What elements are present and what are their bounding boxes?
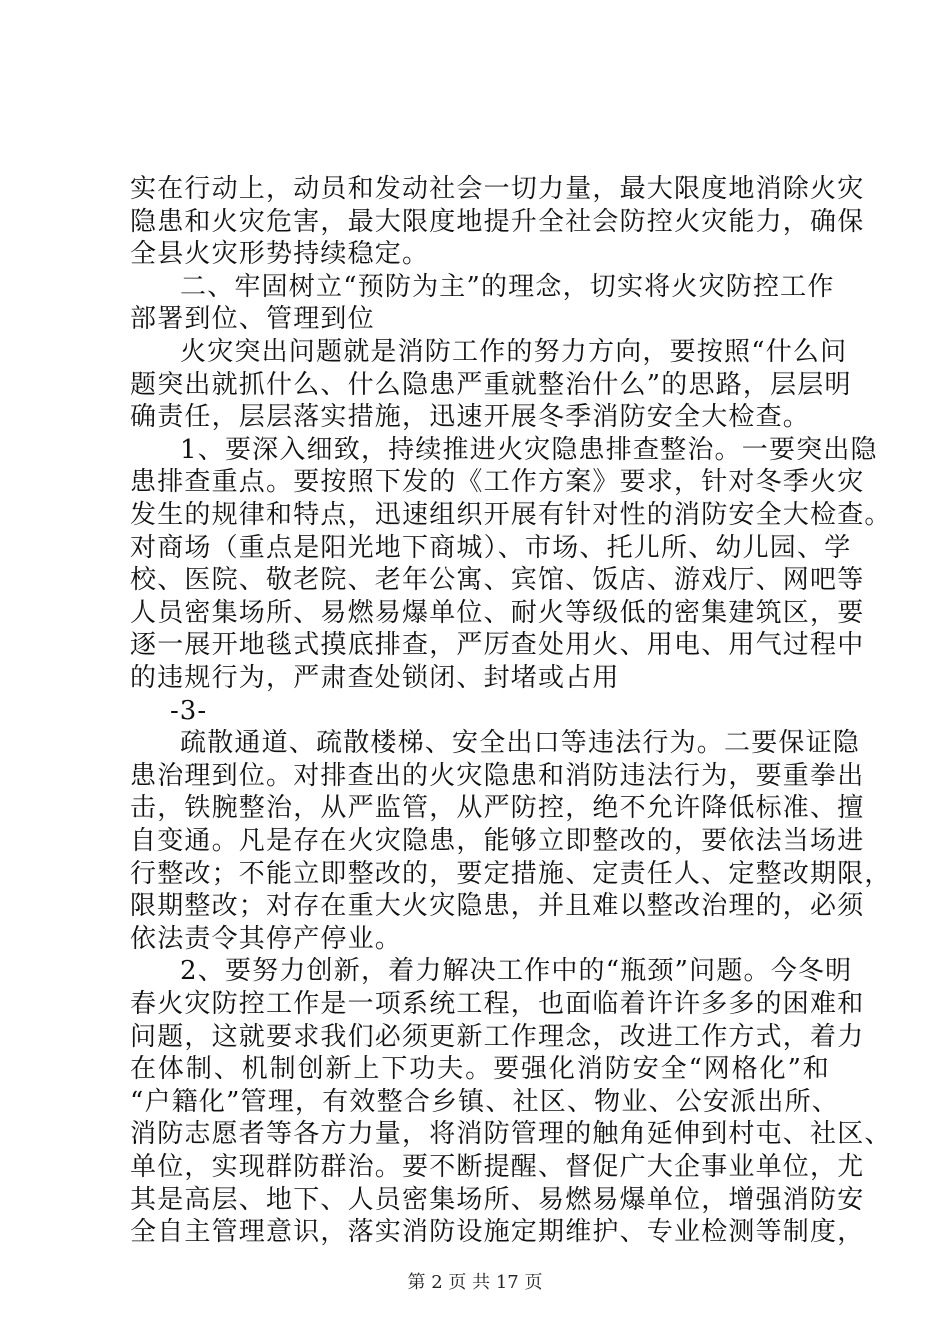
paragraph-line: 1、要深入细致，持续推进火灾隐患排查整治。一要突出隐 (180, 435, 878, 465)
paragraph-line: 人员密集场所、易燃易爆单位、耐火等级低的密集建筑区，要 (130, 598, 865, 628)
section-heading: 部署到位、管理到位 (130, 304, 375, 334)
paragraph-line: 单位，实现群防群治。要不断提醒、督促广大企事业单位，尤 (130, 1152, 865, 1182)
paragraph-line: 逐一展开地毯式摸底排查，严厉查处用火、用电、用气过程中 (130, 630, 865, 660)
page-footer: 第 2 页 共 17 页 (407, 1272, 543, 1293)
paragraph-line: 问题，这就要求我们必须更新工作理念，改进工作方式，着力 (130, 1022, 865, 1052)
paragraph-line: 校、医院、敬老院、老年公寓、宾馆、饭店、游戏厅、网吧等 (130, 565, 865, 595)
paragraph-line: 依法责令其停产停业。 (130, 924, 403, 954)
paragraph-line: 消防志愿者等各方力量，将消防管理的触角延伸到村屯、社区、 (130, 1119, 892, 1149)
paragraph-line: 隐患和火灾危害，最大限度地提升全社会防控火灾能力，确保 (130, 207, 865, 237)
paragraph-line: 火灾突出问题就是消防工作的努力方向，要按照“什么问 (180, 337, 848, 367)
paragraph-line: 击，铁腕整治，从严监管，从严防控，绝不允许降低标准、擅 (130, 793, 865, 823)
paragraph-line: 确责任，层层落实措施，迅速开展冬季消防安全大检查。 (130, 402, 811, 432)
section-heading: 二、牢固树立“预防为主”的理念，切实将火灾防控工作 (180, 272, 835, 302)
paragraph-line: 春火灾防控工作是一项系统工程，也面临着许许多多的困难和 (130, 989, 865, 1019)
paragraph-line: 对商场（重点是阳光地下商城）、市场、托儿所、幼儿园、学 (130, 533, 852, 563)
paragraph-line: 患排查重点。要按照下发的《工作方案》要求，针对冬季火灾 (130, 467, 865, 497)
paragraph-line: 发生的规律和特点，迅速组织开展有针对性的消防安全大检查。 (130, 500, 892, 530)
paragraph-line: 限期整改；对存在重大火灾隐患，并且难以整改治理的，必须 (130, 891, 865, 921)
paragraph-line: 其是高层、地下、人员密集场所、易燃易爆单位，增强消防安 (130, 1185, 865, 1215)
paragraph-line: 全县火灾形势持续稳定。 (130, 239, 430, 269)
paragraph-line: 2、要努力创新，着力解决工作中的“瓶颈”问题。今冬明 (180, 956, 853, 986)
paragraph-line: 疏散通道、疏散楼梯、安全出口等违法行为。二要保证隐 (180, 728, 861, 758)
paragraph-line: 题突出就抓什么、什么隐患严重就整治什么”的思路，层层明 (130, 370, 852, 400)
inline-page-number: -3- (170, 696, 208, 726)
paragraph-line: 实在行动上，动员和发动社会一切力量，最大限度地消除火灾 (130, 174, 865, 204)
paragraph-line: 全自主管理意识，落实消防设施定期维护、专业检测等制度， (130, 1217, 865, 1247)
paragraph-line: 行整改；不能立即整改的，要定措施、定责任人、定整改期限， (130, 859, 892, 889)
paragraph-line: 自变通。凡是存在火灾隐患，能够立即整改的，要依法当场进 (130, 826, 865, 856)
paragraph-line: “户籍化”管理，有效整合乡镇、社区、物业、公安派出所、 (130, 1087, 839, 1117)
paragraph-line: 的违规行为，严肃查处锁闭、封堵或占用 (130, 663, 620, 693)
paragraph-line: 在体制、机制创新上下功夫。要强化消防安全“网格化”和 (130, 1054, 830, 1084)
paragraph-line: 患治理到位。对排查出的火灾隐患和消防违法行为，要重拳出 (130, 761, 865, 791)
